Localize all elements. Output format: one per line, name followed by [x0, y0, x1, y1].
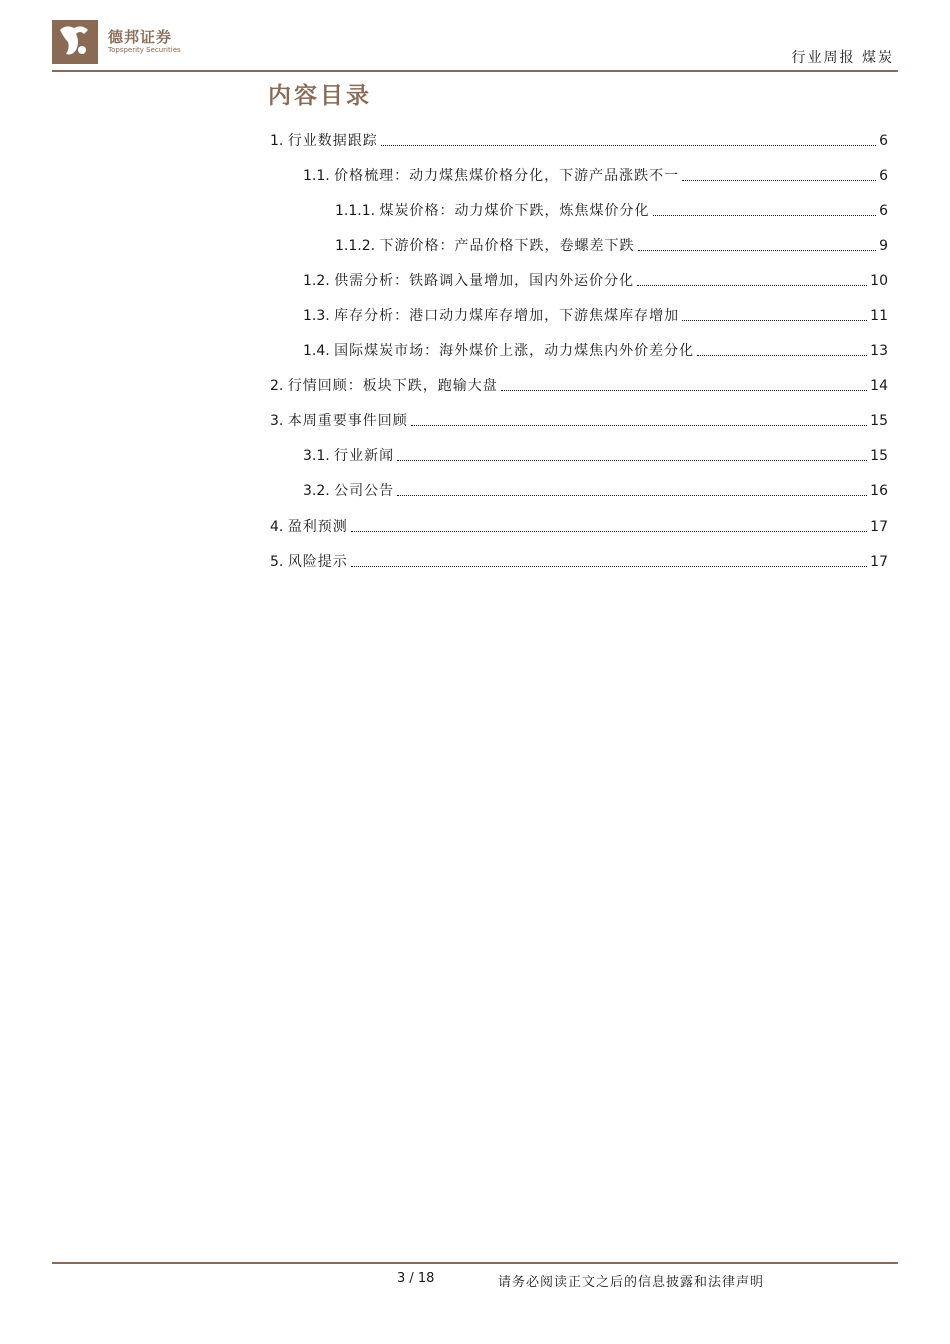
toc-entry-page: 16: [870, 483, 888, 499]
toc-entry-number: 1.1.2.: [335, 238, 380, 254]
toc-entry-label: 本周重要事件回顾: [287, 413, 408, 429]
toc-entry-number: 3.2.: [303, 483, 335, 499]
toc-entry-page: 6: [879, 203, 888, 219]
toc-entry-label: 行业数据跟踪: [287, 133, 378, 149]
toc-entry-page: 10: [870, 273, 888, 289]
toc-entry-page: 17: [870, 554, 888, 570]
toc-entry[interactable]: [270, 550, 888, 572]
toc-entry-number: 3.: [270, 413, 288, 429]
toc-entry-page: 15: [870, 413, 888, 429]
toc-entry-page: 15: [870, 448, 888, 464]
toc-entry-label: 库存分析：港口动力煤库存增加，下游焦煤库存增加: [334, 308, 680, 324]
toc-entry[interactable]: [270, 374, 888, 396]
toc-entry[interactable]: [335, 199, 888, 221]
toc-entry-label: 风险提示: [287, 554, 348, 570]
company-logo: [52, 20, 182, 64]
toc-leader-dots: [682, 180, 876, 181]
toc-entry-number: 1.: [270, 133, 288, 149]
toc-entry-label: 盈利预测: [287, 519, 348, 535]
toc-title: 内容目录: [268, 83, 372, 109]
toc-entry[interactable]: [270, 515, 888, 537]
toc-entry[interactable]: [303, 444, 888, 466]
toc-entry[interactable]: [303, 164, 888, 186]
footer-divider: [52, 1262, 898, 1264]
toc-entry-number: 1.3.: [303, 308, 335, 324]
toc-entry-number: 3.1.: [303, 448, 335, 464]
page-indicator: 3 / 18: [397, 1271, 435, 1286]
report-type: 行业周报 煤炭: [791, 50, 894, 66]
toc-entry-number: 2.: [270, 378, 288, 394]
toc-entry-label: 煤炭价格：动力煤价下跌，炼焦煤价分化: [379, 203, 650, 219]
toc-entry-page: 6: [879, 133, 888, 149]
toc-leader-dots: [351, 566, 867, 567]
toc-entry-label: 价格梳理：动力煤焦煤价格分化，下游产品涨跌不一: [334, 168, 680, 184]
legal-disclaimer: 请务必阅读正文之后的信息披露和法律声明: [498, 1275, 765, 1290]
toc-entry-label: 公司公告: [334, 483, 395, 499]
toc-leader-dots: [638, 250, 877, 251]
toc-entry-number: 5.: [270, 554, 288, 570]
toc-leader-dots: [351, 531, 867, 532]
toc-entry[interactable]: [303, 339, 888, 361]
toc-entry[interactable]: [303, 479, 888, 501]
toc-entry[interactable]: [270, 129, 888, 151]
toc-entry[interactable]: [270, 409, 888, 431]
toc-entry[interactable]: [335, 234, 888, 256]
toc-entry-label: 行业新闻: [334, 448, 395, 464]
toc-entry-number: 1.2.: [303, 273, 335, 289]
toc-leader-dots: [381, 145, 876, 146]
toc-entry-number: 1.1.1.: [335, 203, 380, 219]
toc-entry-page: 9: [879, 238, 888, 254]
toc-leader-dots: [653, 215, 877, 216]
toc-leader-dots: [501, 390, 867, 391]
toc-entry-page: 17: [870, 519, 888, 535]
toc-leader-dots: [682, 320, 867, 321]
toc-entry-page: 13: [870, 343, 888, 359]
toc-entry-label: 国际煤炭市场：海外煤价上涨，动力煤焦内外价差分化: [334, 343, 695, 359]
toc-entry-label: 下游价格：产品价格下跌，卷螺差下跌: [379, 238, 635, 254]
logo-icon: [52, 20, 98, 64]
toc-entry-label: 供需分析：铁路调入量增加，国内外运价分化: [334, 273, 635, 289]
brand-name-cn: 德邦证券: [108, 28, 173, 46]
toc-leader-dots: [637, 285, 867, 286]
toc-entry-number: 1.4.: [303, 343, 335, 359]
toc-entry-number: 1.1.: [303, 168, 335, 184]
brand-name-en: Topsperity Securities: [108, 46, 181, 54]
toc-leader-dots: [411, 425, 867, 426]
toc-entry-page: 14: [870, 378, 888, 394]
toc-entry-number: 4.: [270, 519, 288, 535]
toc-leader-dots: [397, 495, 867, 496]
toc-leader-dots: [397, 460, 867, 461]
header-divider: [52, 70, 898, 72]
toc-entry-label: 行情回顾：板块下跌，跑输大盘: [287, 378, 498, 394]
toc-entry[interactable]: [303, 304, 888, 326]
toc-entry-page: 11: [870, 308, 888, 324]
toc-entry[interactable]: [303, 269, 888, 291]
toc-leader-dots: [697, 355, 867, 356]
toc-entry-page: 6: [879, 168, 888, 184]
